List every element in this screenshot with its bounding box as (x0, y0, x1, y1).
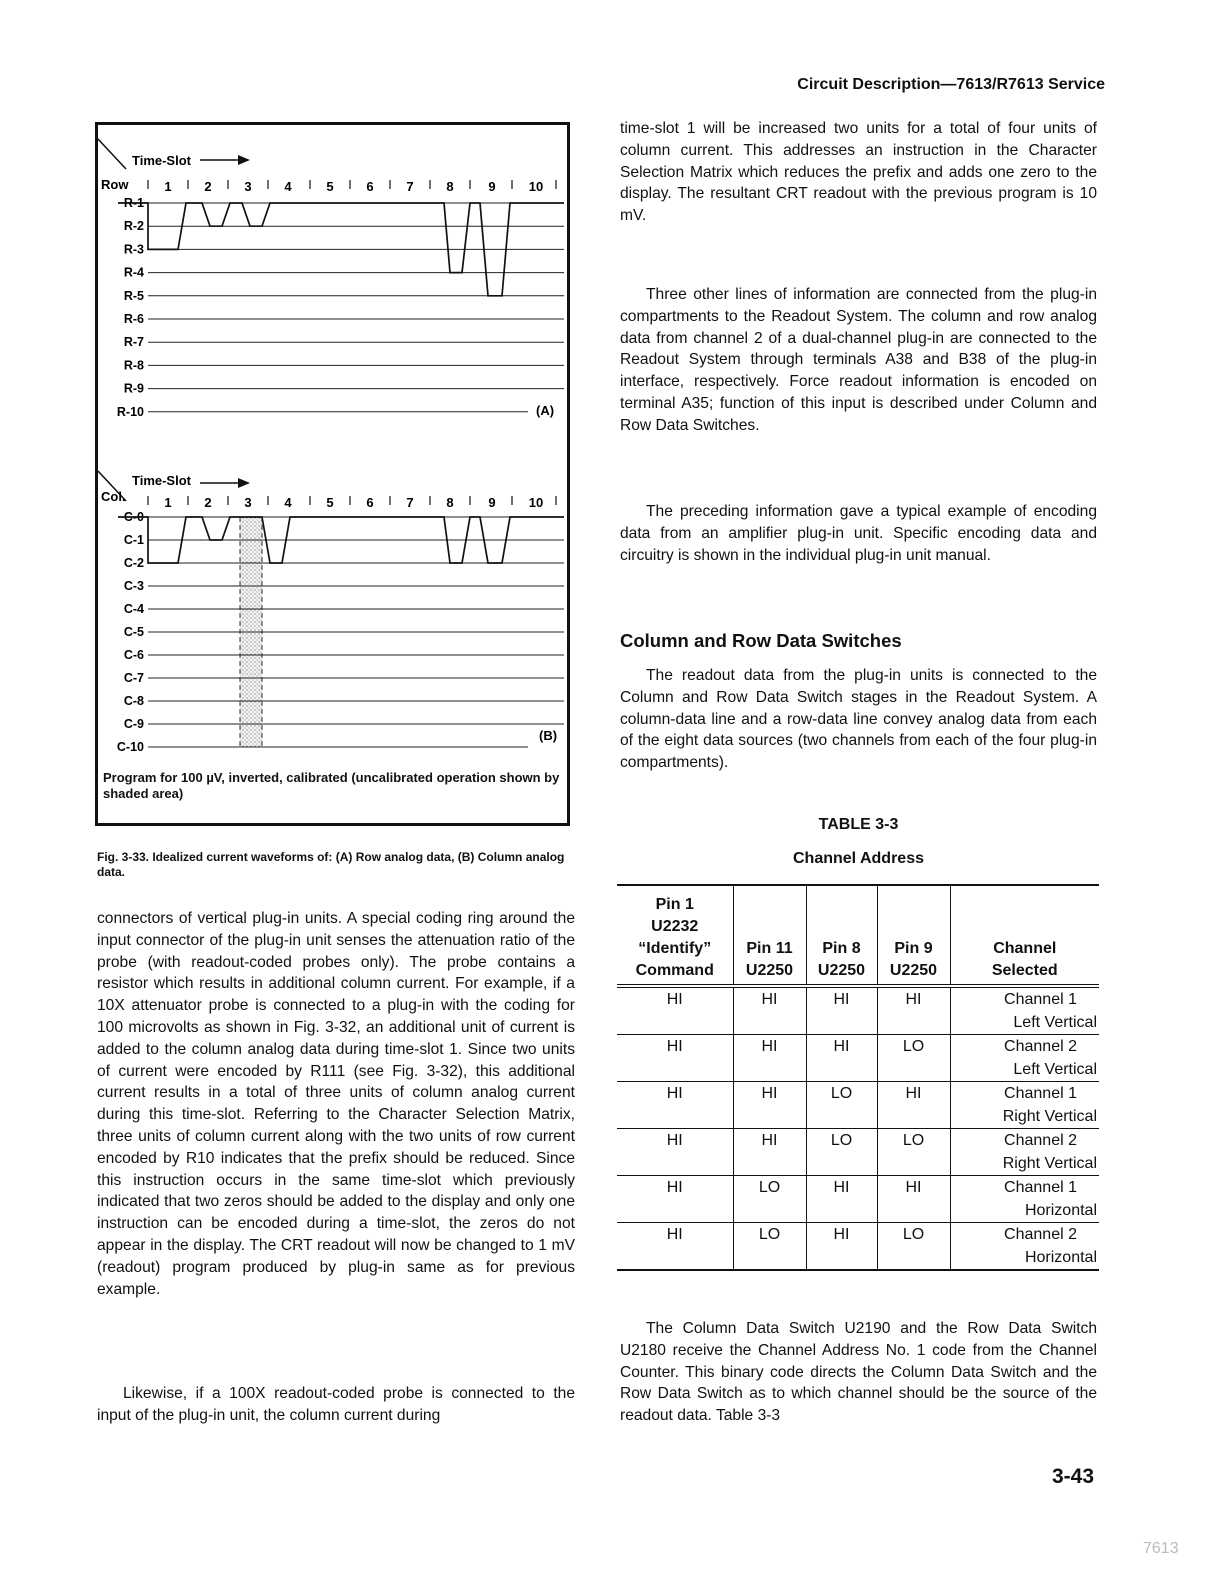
line-label: C-8 (123, 694, 144, 708)
line-label: C-0 (123, 510, 144, 524)
header-pin11: Pin 11 U2250 (733, 885, 806, 986)
slot-number: 1 (164, 495, 172, 510)
figure-caption: Fig. 3-33. Idealized current waveforms of: (A) Row analog data, (B) Column analog data. (97, 850, 565, 879)
table-subtitle: Channel Address (793, 850, 924, 867)
line-label: C-3 (123, 579, 144, 593)
slot-number: 10 (528, 495, 544, 510)
header-pin9: Pin 9 U2250 (877, 885, 950, 986)
header-pin1: Pin 1 U2232 “Identify” Command (617, 885, 733, 986)
section-title: Column and Row Data Switches (620, 630, 902, 651)
header-channel-selected: Channel Selected (950, 885, 1099, 986)
panel-a-time-slot-label: Time-Slot (132, 153, 191, 168)
slot-number: 5 (326, 495, 334, 510)
left-paragraph-1: connectors of vertical plug-in units. A special coding ring around the input connector of the plug-in unit senses the attenuation ratio of the probe (with readout-coded probes only). The probe contains a resistor which results in additional column current. For example, if a 10X attenuator probe is connected to a plug-in with the coding for 100 microvolts as shown in Fig. 3-32, an additional unit of current is added to the column analog data during time-slot 1. Since two units of current were encoded by R111 (see Fig. 3-32), this additional current results in a total of three units of column analog current during this time-slot. Referring to the Character Selection Matrix, three units of column current along with the two units of row current encoded by R10 indicates that the prefix should be reduced. Since this instruction occurs in the same time-slot which previously indicated that two zeros should be added to the display and only one instruction can be encoded during a time-slot, the zeros do not appear in the display. The CRT readout will now be changed to 1 mV (readout) program produced by plug-in same as for previous example. (97, 910, 575, 1298)
slot-number: 8 (446, 179, 454, 194)
table-title: TABLE 3-3 (818, 816, 899, 833)
table-header-row (617, 885, 1099, 986)
figure-frame (95, 122, 570, 826)
line-label: C-1 (123, 533, 144, 547)
left-paragraph-2: Likewise, if a 100X readout-coded probe is connected to the input of the plug-in unit, the column current during (97, 1385, 575, 1424)
slot-number: 2 (204, 495, 212, 510)
page-number: 3-43 (1052, 1465, 1095, 1488)
slot-number: 9 (488, 495, 496, 510)
line-label: C-4 (123, 602, 144, 616)
right-paragraph-4: The readout data from the plug-in units is connected to the Column and Row Data Switch stages in the Readout System. A column-data line and a row-data line convey analog data from each of the eight data sources (two channels from each of the four plug-in compartments). (620, 667, 1097, 772)
slot-number: 1 (164, 179, 172, 194)
line-label: C-10 (116, 740, 144, 754)
header-pin8: Pin 8 U2250 (806, 885, 877, 986)
waveform-diagram (98, 125, 567, 823)
watermark: 7613 (1143, 1540, 1179, 1557)
arrow-right-icon (200, 155, 250, 165)
program-note: Program for 100 µV, inverted, calibrated (uncalibrated operation shown by shaded area) (103, 770, 560, 801)
panel-b-tag: (B) (539, 728, 558, 743)
table-row: HI LO HI LO Channel 2 Horizontal (617, 1223, 1099, 1271)
panel-a (98, 139, 564, 419)
line-label: C-6 (123, 648, 144, 662)
slot-number: 3 (244, 179, 252, 194)
line-label: R-10 (116, 404, 144, 419)
slot-number: 3 (244, 495, 252, 510)
table-row: HI LO HI HI Channel 1 Horizontal (617, 1176, 1099, 1223)
line-label: C-2 (123, 556, 144, 570)
channel-address-table (617, 884, 1099, 1271)
table-row: HI HI LO HI Channel 1 Right Vertical (617, 1082, 1099, 1129)
line-label: R-9 (123, 381, 144, 396)
table-row: HI HI HI HI Channel 1 Left Vertical (617, 986, 1099, 1035)
line-label: R-4 (123, 265, 144, 280)
line-label: R-7 (123, 335, 144, 350)
slot-number: 4 (284, 495, 292, 510)
slot-number: 9 (488, 179, 496, 194)
page-header: Circuit Description—7613/R7613 Service (797, 76, 1105, 93)
slot-number: 10 (528, 179, 544, 194)
right-paragraph-5: The Column Data Switch U2190 and the Row Data Switch U2180 receive the Channel Address No. 1 code from the Channel Counter. This binary code directs the Column Data Switch and the Row Data Switch as to which channel should be the source of the readout data. Table 3-3 (620, 1320, 1097, 1425)
panel-a-axis-label: Row (101, 177, 129, 192)
panel-a-tag: (A) (536, 403, 555, 418)
line-label: R-2 (123, 219, 144, 234)
line-label: R-3 (123, 242, 144, 257)
line-label: C-7 (123, 671, 144, 685)
right-paragraph-2: Three other lines of information are connected from the plug-in compartments to the Readout System. The column and row analog data from channel 2 of a dual-channel plug-in are connected to the Readout System through terminals A38 and B38 of the plug-in interface, respectively. Force readout information is encoded on terminal A35; function of this input is described under Column and Row Data Switches. (620, 286, 1097, 434)
slot-number: 4 (284, 179, 292, 194)
line-label: R-1 (123, 196, 144, 210)
slot-number: 6 (366, 179, 374, 194)
line-label: R-5 (123, 288, 144, 303)
panel-b-axis-label: Col. (101, 489, 126, 504)
line-label: C-9 (123, 717, 144, 731)
right-paragraph-1: time-slot 1 will be increased two units for a total of four units of column current. This addresses an instruction in the Character Selection Matrix which reduces the prefix and adds one zero to the display. The resultant CRT readout with the previous program is 10 mV. (620, 120, 1097, 225)
table-row: HI HI LO LO Channel 2 Right Vertical (617, 1129, 1099, 1176)
slot-number: 8 (446, 495, 454, 510)
arrow-right-icon (200, 478, 250, 488)
line-label: C-5 (123, 625, 144, 639)
slot-number: 6 (366, 495, 374, 510)
panel-b (98, 471, 564, 754)
panel-b-time-slot-label: Time-Slot (132, 473, 191, 488)
slot-number: 5 (326, 179, 334, 194)
table-row: HI HI HI LO Channel 2 Left Vertical (617, 1035, 1099, 1082)
line-label: R-8 (123, 358, 144, 373)
slot-number: 7 (406, 495, 414, 510)
panel-a-diagonal (98, 139, 126, 169)
slot-number: 7 (406, 179, 414, 194)
line-label: R-6 (123, 312, 144, 326)
slot-number: 2 (204, 179, 212, 194)
right-paragraph-3: The preceding information gave a typical example of encoding data from an amplifier plug-in unit. Specific encoding data and circuitry is shown in the individual plug-in unit manual. (620, 503, 1097, 564)
